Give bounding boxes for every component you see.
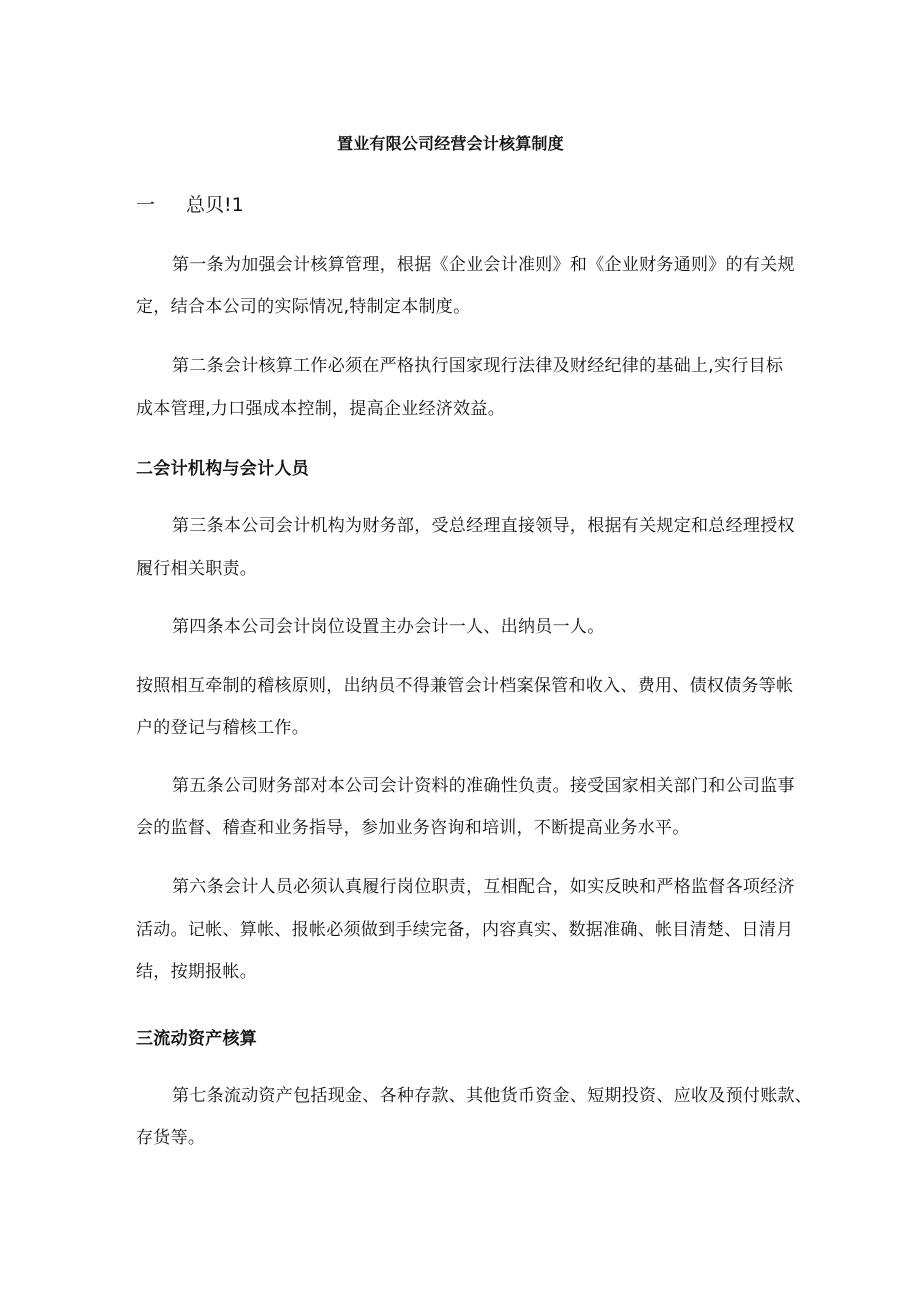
article-7-line-2: 存货等。 [136,1128,206,1148]
article-6-line-3: 结，按期报帐。 [136,962,258,982]
article-5-line-2: 会的监督、稽查和业务指导，参加业务咨询和培训，不断提高业务水平。 [136,818,690,838]
section-heading: 二会计机构与会计人员 [136,459,309,479]
section-heading: 三流动资产核算 [136,1029,258,1049]
article-1-line-1: 第一条为加强会计核算管理，根据《企业会计准则》和《企业财务通则》的有关规 [172,255,795,275]
article-1-line-2: 定，结合本公司的实际情况,特制定本制度。 [136,297,471,317]
paragraph-line-1: 按照相互牵制的稽核原则，出纳员不得兼管会计档案保管和收入、费用、债权债务等帐 [136,676,794,696]
article-6-line-2: 活动。记帐、算帐、报帐必须做到手续完备，内容真实、数据准确、帐目清楚、日清月 [136,920,794,940]
section-title: 总贝!1 [186,194,244,216]
article-5-line-1: 第五条公司财务部对本公司会计资料的准确性负责。接受国家相关部门和公司监事 [172,776,795,796]
article-7-line-1: 第七条流动资产包括现金、各种存款、其他货币资金、短期投资、应收及预付账款、 [172,1086,813,1106]
paragraph-line-2: 户的登记与稽核工作。 [136,718,309,738]
article-2-line-1: 第二条会计核算工作必须在严格执行国家现行法律及财经纪律的基础上,实行目标 [172,356,784,376]
article-6-line-1: 第六条会计人员必须认真履行岗位职责，互相配合，如实反映和严格监督各项经济 [172,877,795,897]
section-number: 一 [136,194,156,216]
article-2-line-2: 成本管理,力口强成本控制，提高企业经济效益。 [136,399,506,419]
article-3-line-2: 履行相关职责。 [136,559,258,579]
article-4-line-1: 第四条本公司会计岗位设置主办会计一人、出纳员一人。 [172,617,605,637]
document-title: 置业有限公司经营会计核算制度 [337,134,564,153]
article-3-line-1: 第三条本公司会计机构为财务部，受总经理直接领导，根据有关规定和总经理授权 [172,516,795,536]
